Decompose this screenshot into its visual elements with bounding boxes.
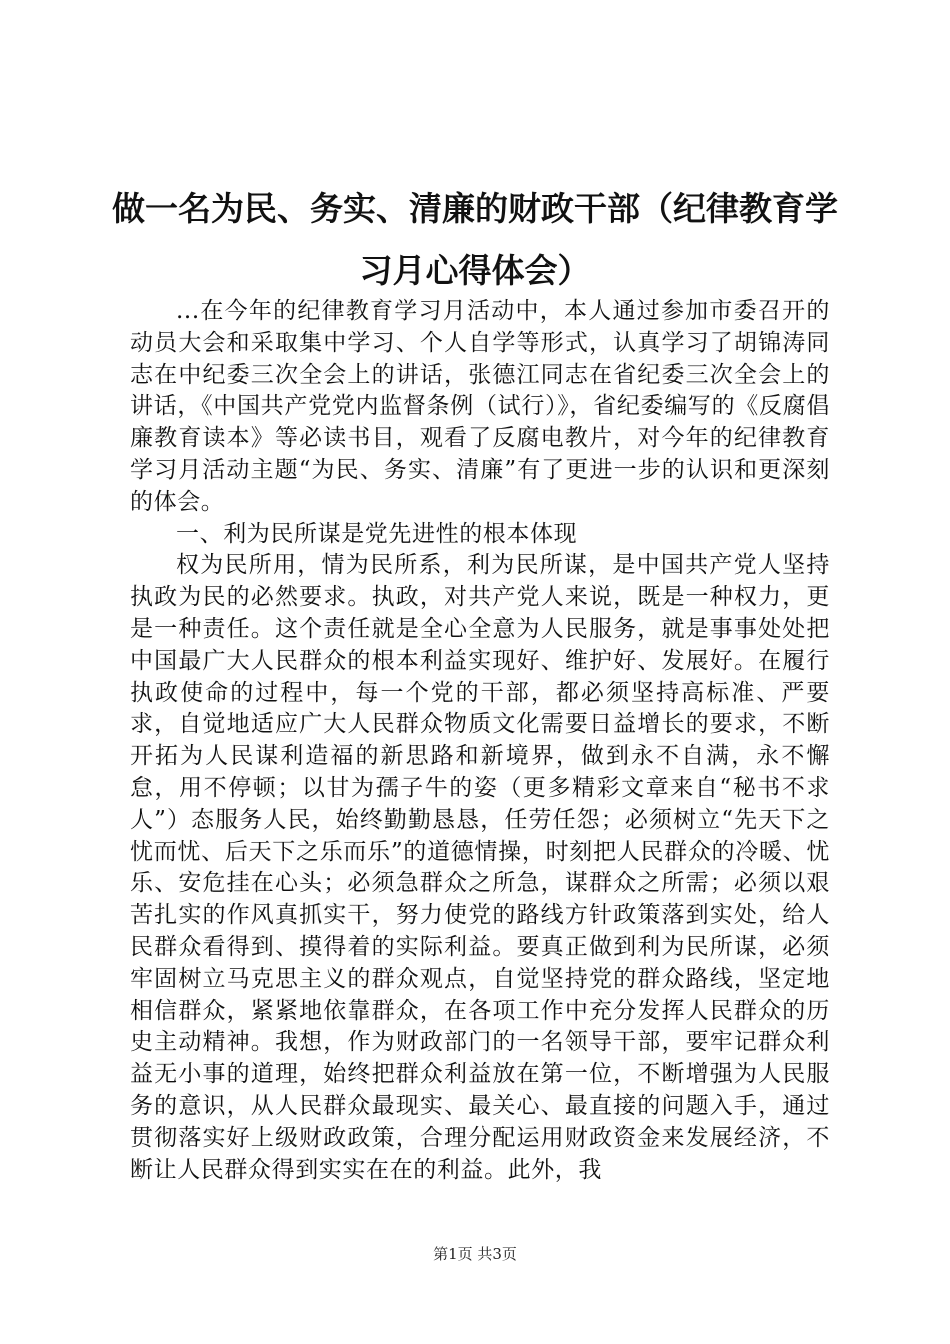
section-paragraph: 权为民所用，情为民所系，利为民所谋，是中国共产党人坚持执政为民的必然要求。执政，对共产党人来说，既是一种权力，更是一种责任。这个责任就是全心全意为人民服务，就是事事处处把中国最广大人民群众的根本利益实现好、维护好、发展好。在履行执政使命的过程中，每一个党的干部，都必须坚持高标准、严要求，自觉地适应广大人民群众物质文化需要日益增长的要求，不断开拓为人民谋利造福的新思路和新境界，做到永不自满，永不懈怠，用不停顿；以甘为孺子牛的姿（更多精彩文章来自“秘书不求人”）态服务人民，始终勤勤恳恳，任劳任怨；必须树立“先天下之忧而忧、后天下之乐而乐”的道德情操，时刻把人民群众的冷暖、忧乐、安危挂在心头；必须急群众之所急，谋群众之所需；必须以艰苦扎实的作风真抓实干，努力使党的路线方针政策落到实处，给人民群众看得到、摸得着的实际利益。要真正做到利为民所谋，必须牢固树立马克思主义的群众观点，自觉坚持党的群众路线，坚定地相信群众，紧紧地依靠群众，在各项工作中充分发挥人民群众的历史主动精神。我想，作为财政部门的一名领导干部，要牢记群众利益无小事的道理，始终把群众利益放在第一位，不断增强为人民服务的意识，从人民群众最现实、最关心、最直接的问题入手，通过贯彻落实好上级财政政策，合理分配运用财政资金来发展经济，不断让人民群众得到实实在在的利益。此外，我 xyxy=(130,552,830,1183)
document-title: 做一名为民、务实、清廉的财政干部（纪律教育学习月心得体会） xyxy=(112,189,838,290)
page-number-footer: 第1页 共3页 xyxy=(433,1245,517,1263)
section-heading: 一、利为民所谋是党先进性的根本体现 xyxy=(176,520,578,547)
document-body xyxy=(130,296,830,1186)
intro-paragraph: ...在今年的纪律教育学习月活动中，本人通过参加市委召开的动员大会和采取集中学习、个人自学等形式，认真学习了胡锦涛同志在中纪委三次全会上的讲话，张德江同志在省纪委三次全会上的讲话，《中国共产党党内监督条例（试行）》，省纪委编写的《反腐倡廉教育读本》等必读书目，观看了反腐电教片，对今年的纪律教育学习月活动主题“为民、务实、清廉”有了更进一步的认识和更深刻的体会。 xyxy=(130,298,830,515)
